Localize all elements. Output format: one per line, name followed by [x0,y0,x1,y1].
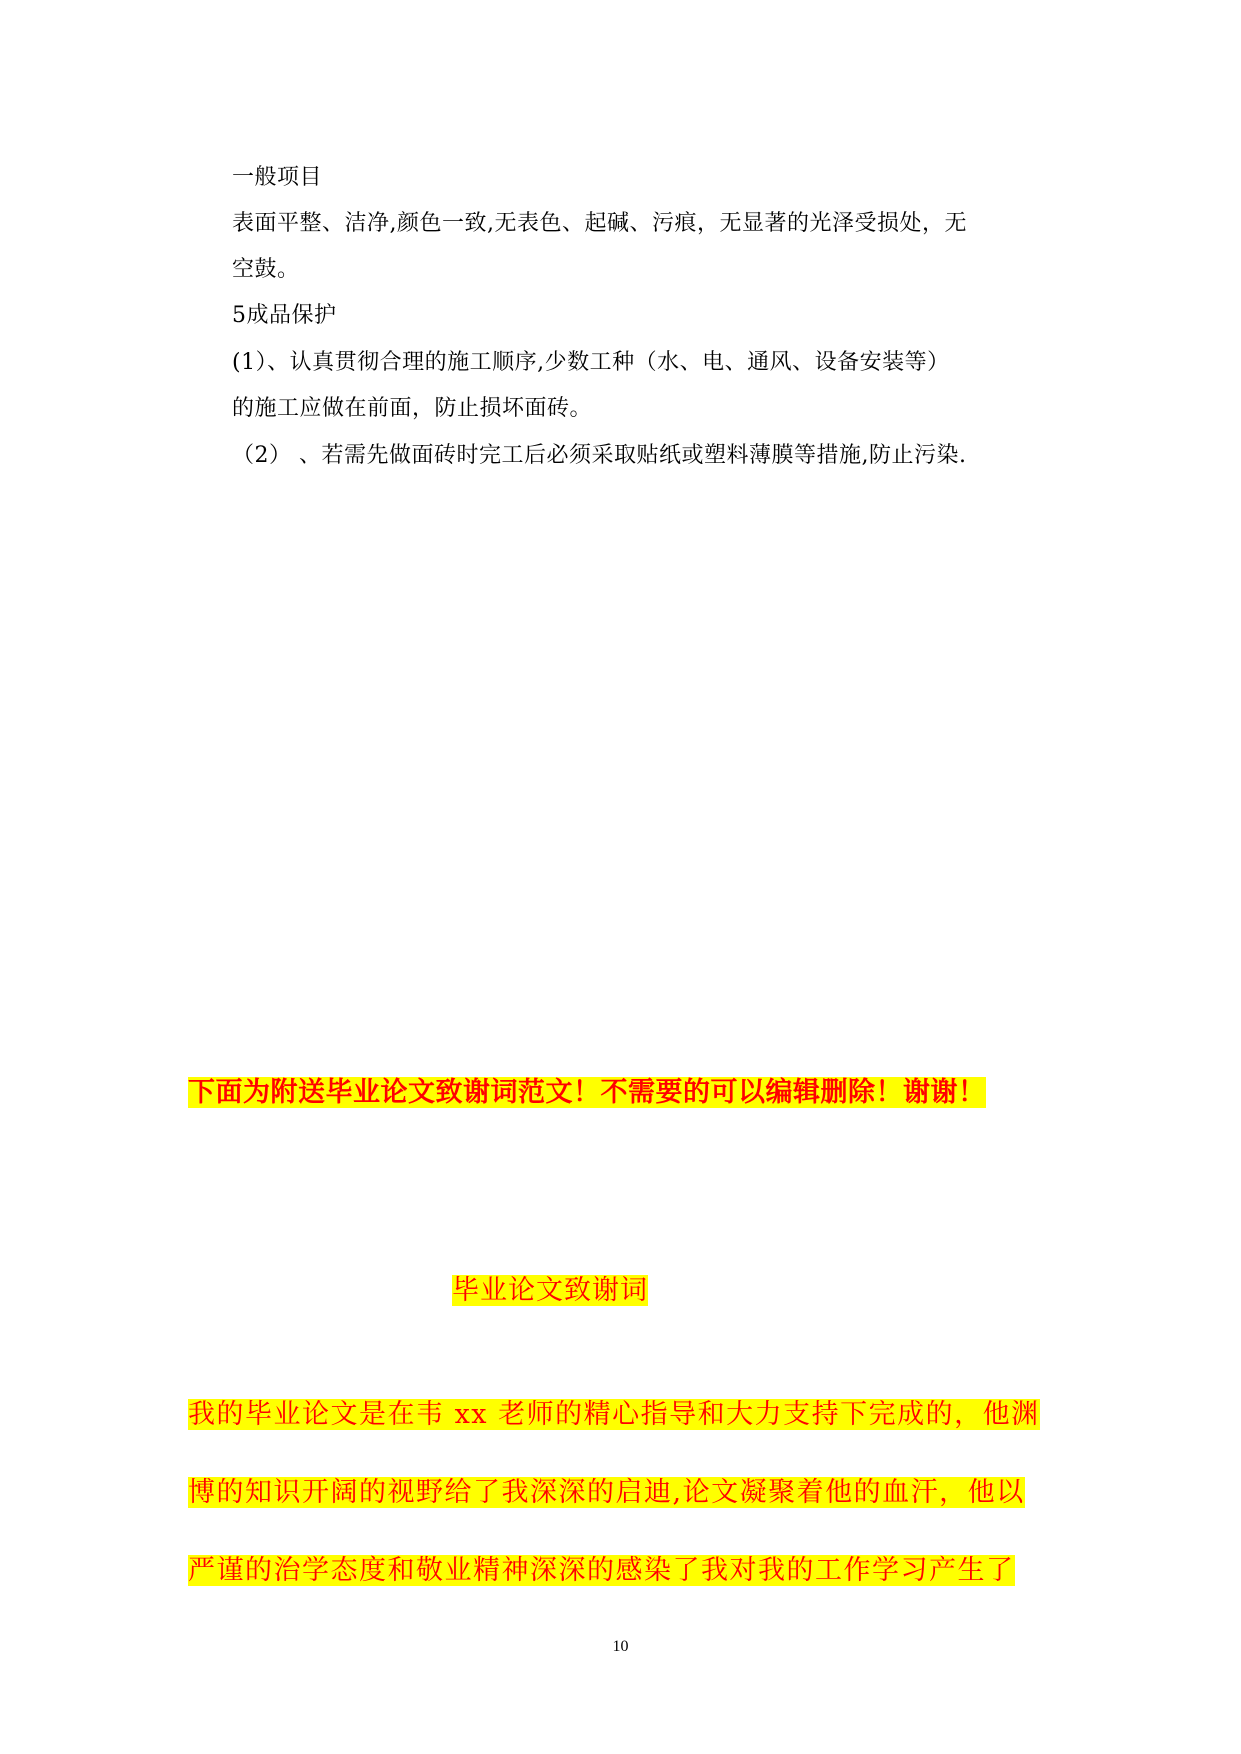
acknowledgement-title [452,1272,648,1310]
acknowledgement-body-text-1: 我的毕业论文是在韦 xx 老师的精心指导和大力支持下完成的，他渊 [188,1399,1040,1430]
protection-item-1-line-1: (1）、认真贯彻合理的施工顺序,少数工种（水、电、通风、设备安装等） [232,350,950,375]
protection-item-2-line-1: （2） 、若需先做面砖时完工后必须采取贴纸或塑料薄膜等措施,防止污染. [232,443,967,468]
general-items-heading: 一般项目 [232,165,323,190]
general-items-text-line-1: 表面平整、洁净,颜色一致,无表色、起碱、污痕，无显著的光泽受损处，无 [232,211,967,236]
acknowledgement-body-text-3: 严谨的治学态度和敬业精神深深的感染了我对我的工作学习产生了 [188,1555,1015,1586]
protection-heading: 5成品保护 [232,303,337,328]
general-items-text-line-2: 空鼓。 [232,257,300,282]
acknowledgement-body-line-2 [188,1474,1025,1512]
protection-item-1-line-2: 的施工应做在前面，防止损坏面砖。 [232,396,593,421]
acknowledgement-body-line-1 [188,1396,1040,1434]
appendix-notice [188,1074,986,1112]
page-number: 10 [612,1638,629,1655]
acknowledgement-body-text-2: 博的知识开阔的视野给了我深深的启迪,论文凝聚着他的血汗，他以 [188,1477,1025,1508]
appendix-notice-text: 下面为附送毕业论文致谢词范文！不需要的可以编辑删除！谢谢！ [188,1077,986,1108]
acknowledgement-title-text: 毕业论文致谢词 [452,1275,648,1306]
acknowledgement-body-line-3 [188,1552,1015,1590]
